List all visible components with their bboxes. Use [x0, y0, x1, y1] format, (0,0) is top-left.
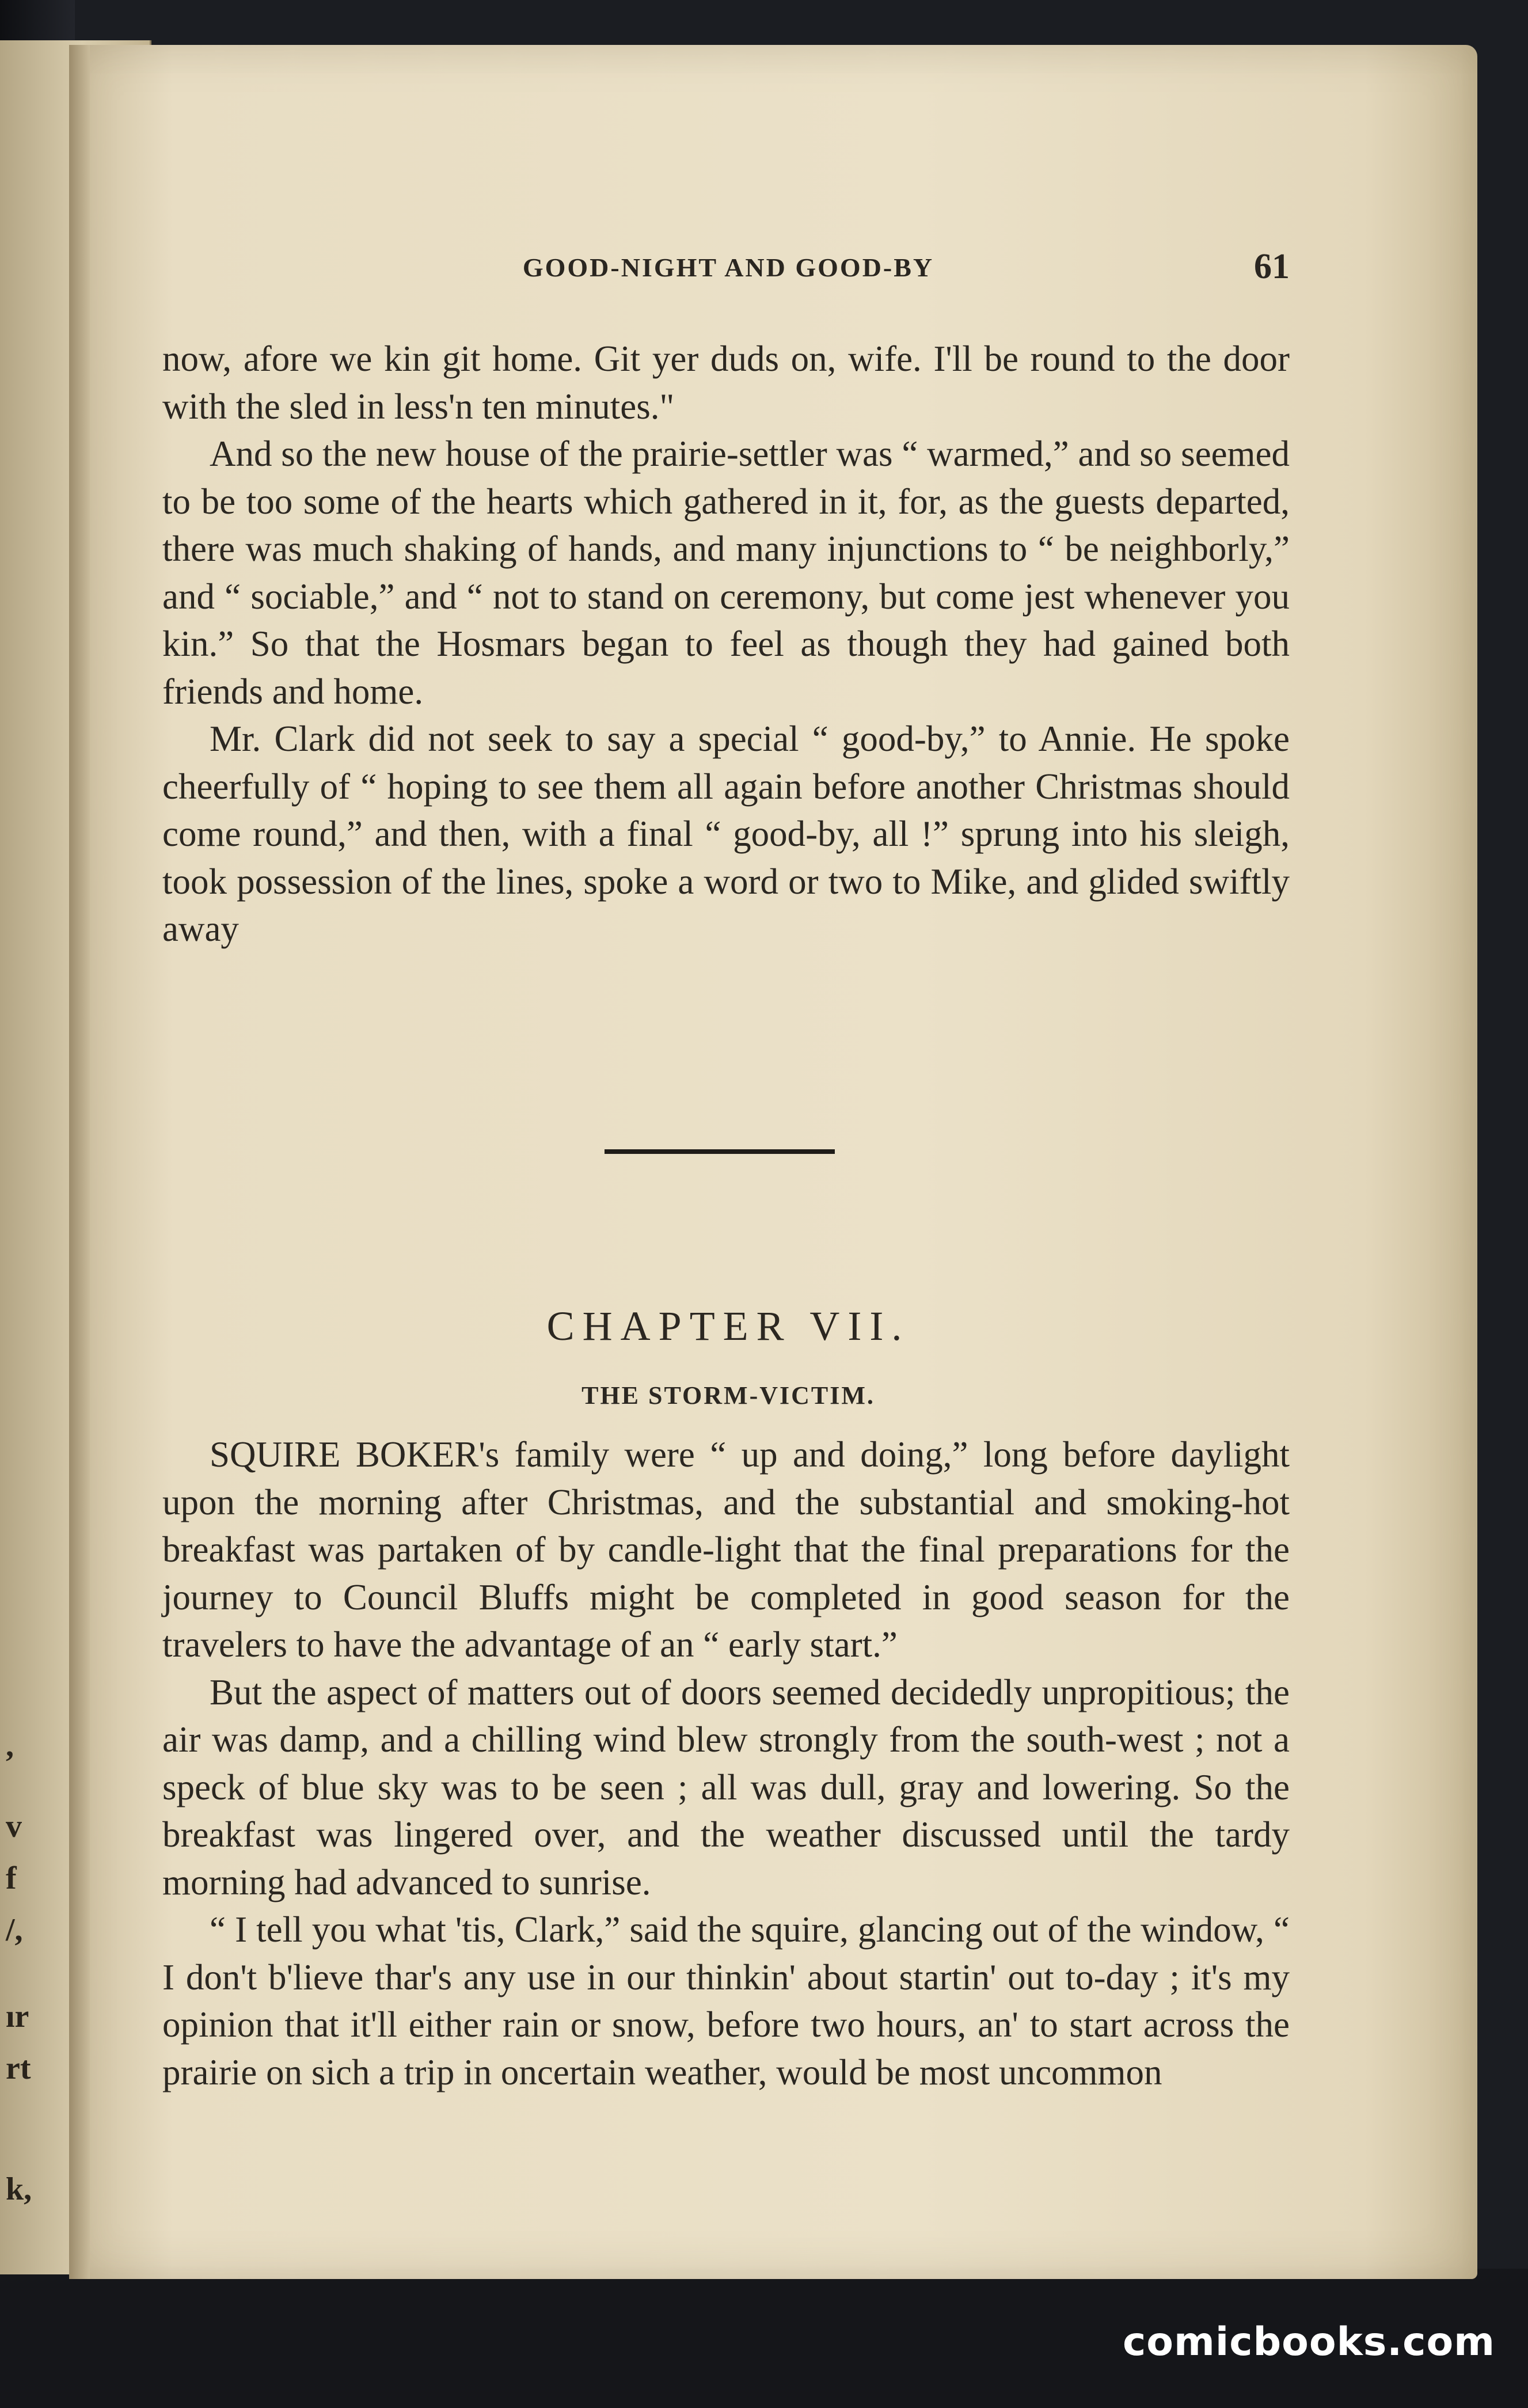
prev-page-fragment: k, — [6, 2171, 32, 2207]
prev-page-fragment: /, — [6, 1912, 23, 1948]
paragraph: Mr. Clark did not seek to say a special “ good-by,” to Annie. He spoke cheerfully of “ hoping to see them all again before another Christmas should come round,” and then, with a final “ good-by, all !” sprung into his sleigh, took possession of the lines, spoke a word or two to Mike, and glided swiftly away — [162, 719, 1290, 949]
prev-page-fragment: , — [6, 1728, 14, 1764]
prev-page-fragment: f — [6, 1860, 17, 1896]
page-number: 61 — [1254, 247, 1290, 286]
page-spine-edge — [69, 45, 90, 2279]
prev-page-fragment: v — [6, 1809, 22, 1844]
paragraph: But the aspect of matters out of doors seemed decidedly unpropitious; the air was damp, and a chilling wind blew strongly from the south-west ; not a speck of blue sky was to be seen ; all was dull, gray and lowering. So the breakfast was lingered over, and the weather discussed until the tardy morning had advanced to sunrise. — [162, 1672, 1290, 1902]
prev-page-fragment: ır — [6, 1999, 29, 2034]
watermark: comicbooks.com — [1123, 2319, 1496, 2365]
section-divider — [605, 1149, 835, 1154]
paragraph: now, afore we kin git home. Git yer duds on, wife. I'll be round to the door with the sled in less'n ten minutes." — [162, 339, 1290, 427]
paragraph: And so the new house of the prairie-settler was “ warmed,” and so seemed to be too some of the hearts which gathered in it, for, as the guests departed, there was much shaking of hands, and many injunctions to “ be neighborly,” and “ sociable,” and “ not to stand on ceremony, but come jest whenever you kin.” So that the Hosmars began to feel as though they had gained both friends and home. — [162, 434, 1290, 712]
paragraph: SQUIRE BOKER's family were “ up and doing,” long before daylight upon the morning after Christmas, and the substantial and smoking-hot breakfast was partaken of by candle-light that the final preparations for the journey to Council Bluffs might be completed in good season for the travelers to have the advantage of an “ early start.” — [162, 1434, 1290, 1665]
paragraph: “ I tell you what 'tis, Clark,” said the squire, glancing out of the window, “ I don't b'lieve thar's any use in our thinkin' about startin' out to-day ; it's my opinion that it'll either rain or snow, before two hours, an' to start across the prairie on sich a trip in oncertain weather, would be most uncommon — [162, 1909, 1290, 2092]
chapter-subtitle: THE STORM-VICTIM. — [581, 1381, 875, 1410]
text-block-top — [162, 335, 1290, 953]
page-header — [167, 246, 1290, 293]
text-block-bottom — [162, 1431, 1290, 2096]
chapter-title: CHAPTER VII. — [546, 1303, 910, 1349]
prev-page-fragment: rt — [6, 2050, 31, 2086]
running-title: GOOD-NIGHT AND GOOD-BY — [522, 253, 934, 282]
